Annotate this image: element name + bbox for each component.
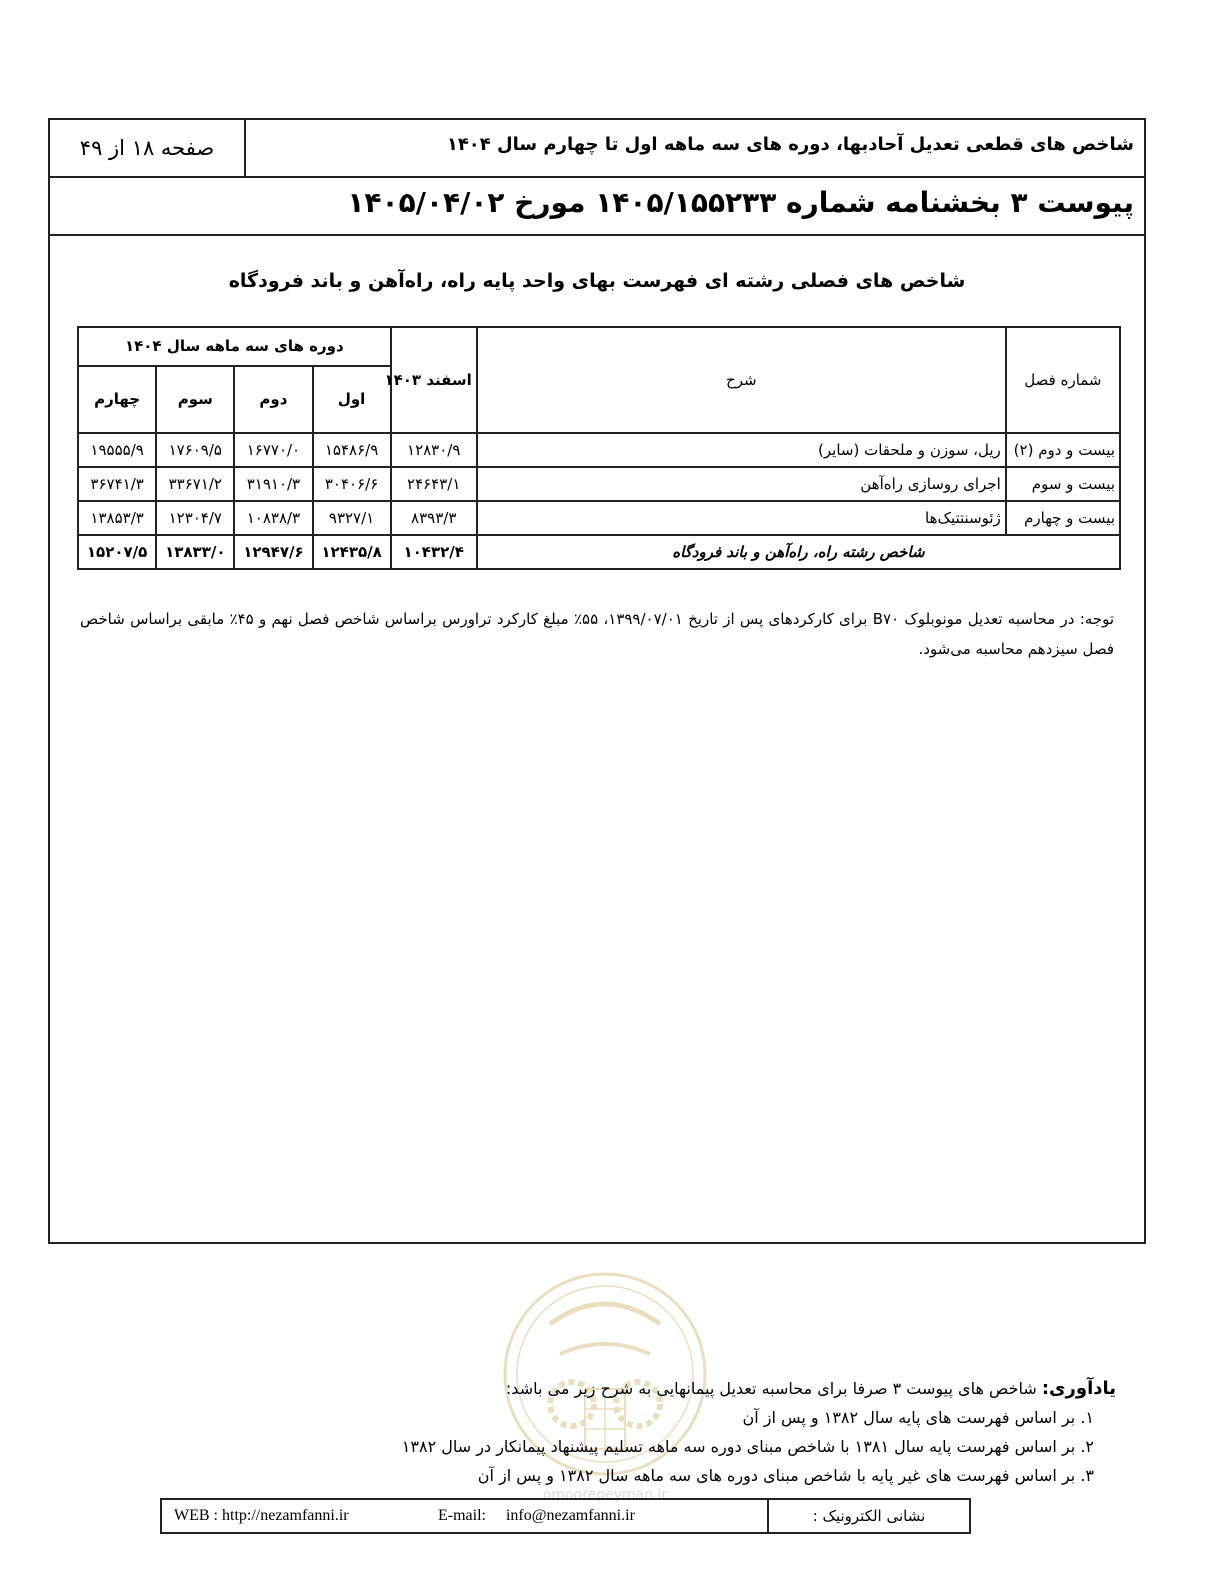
- reminder-item: ۱. بر اساس فهرست های پایه سال ۱۳۸۲ و پس از آن: [742, 1408, 1094, 1427]
- header-esfand: اسفند ۱۴۰۳: [391, 327, 477, 433]
- header-q1: اول: [313, 366, 391, 433]
- cell-chapter: بیست و سوم: [1006, 467, 1120, 501]
- cell-description: ریل، سوزن و ملحقات (سایر): [477, 433, 1006, 467]
- footer-box: [160, 1498, 971, 1534]
- cell-q1: ۳۰۴۰۶/۶: [313, 467, 391, 501]
- cell-q4: ۱۳۸۵۳/۳: [78, 501, 156, 535]
- reminder-item: ۳. بر اساس فهرست های غیر پایه با شاخص مبنای دوره های سه ماهه سال ۱۳۸۲ و پس از آن: [477, 1466, 1094, 1485]
- table-total-row: [78, 535, 1120, 569]
- note-text: توجه: در محاسبه تعدیل مونوبلوک B۷۰ برای کارکردهای پس از تاریخ ۱۳۹۹/۰۷/۰۱، ۵۵٪ مبلغ کارکرد تراورس براساس شاخص فصل نهم و ۴۵٪ مابقی براساس شاخص فصل سیزدهم محاسبه می‌شود.: [80, 610, 1114, 658]
- cell-total-esfand: ۱۰۴۳۲/۴: [391, 535, 477, 569]
- header-chapter: شماره فصل: [1006, 327, 1120, 433]
- cell-chapter: بیست و چهارم: [1006, 501, 1120, 535]
- cell-esfand: ۱۲۸۳۰/۹: [391, 433, 477, 467]
- table-row: [78, 467, 1120, 501]
- footer-web-link[interactable]: WEB : http://nezamfanni.ir: [174, 1507, 349, 1524]
- table-row: [78, 433, 1120, 467]
- reminder-block: [402, 1374, 1116, 1490]
- footer-email-link[interactable]: E-mail: info@nezamfanni.ir: [438, 1507, 635, 1524]
- cell-q3: ۳۳۶۷۱/۲: [156, 467, 234, 501]
- reminder-lead: یادآوری:: [1041, 1378, 1116, 1399]
- document-title: شاخص های قطعی تعدیل آحادبها، دوره های سه ماهه اول تا چهارم سال ۱۴۰۴: [446, 134, 1134, 155]
- section-title: شاخص های فصلی رشته ای فهرست بهای واحد پایه راه، راه‌آهن و باند فرودگاه: [228, 270, 966, 292]
- header-description: شرح: [477, 327, 1006, 433]
- page-number: صفحه ۱۸ از ۴۹: [50, 120, 246, 176]
- cell-total-q1: ۱۲۴۳۵/۸: [313, 535, 391, 569]
- annex-title: پیوست ۳ بخشنامه شماره ۱۴۰۵/۱۵۵۲۳۳ مورخ ۱۴۰۵/۰۴/۰۲: [347, 186, 1134, 219]
- table-row: [78, 501, 1120, 535]
- cell-q2: ۱۰۸۳۸/۳: [234, 501, 312, 535]
- index-table: [77, 326, 1121, 570]
- reminder-heading: [402, 1374, 1116, 1403]
- reminder-item: ۲. بر اساس فهرست پایه سال ۱۳۸۱ با شاخص مبنای دوره سه ماهه تسلیم پیشنهاد پیمانکار در سال ۱۳۸۲: [401, 1437, 1094, 1456]
- header-row: [50, 120, 1144, 178]
- header-period-group: دوره های سه ماهه سال ۱۴۰۴: [78, 327, 391, 366]
- header-q3: سوم: [156, 366, 234, 433]
- cell-description: ژئوسنتتیک‌ها: [477, 501, 1006, 535]
- cell-total-q2: ۱۲۹۴۷/۶: [234, 535, 312, 569]
- cell-q2: ۳۱۹۱۰/۳: [234, 467, 312, 501]
- cell-q1: ۹۳۲۷/۱: [313, 501, 391, 535]
- cell-description: اجرای روسازی راه‌آهن: [477, 467, 1006, 501]
- cell-q3: ۱۷۶۰۹/۵: [156, 433, 234, 467]
- cell-q2: ۱۶۷۷۰/۰: [234, 433, 312, 467]
- cell-chapter: بیست و دوم (۲): [1006, 433, 1120, 467]
- cell-total-description: شاخص رشته راه، راه‌آهن و باند فرودگاه: [477, 535, 1120, 569]
- header-q2: دوم: [234, 366, 312, 433]
- cell-q4: ۱۹۵۵۵/۹: [78, 433, 156, 467]
- cell-q4: ۳۶۷۴۱/۳: [78, 467, 156, 501]
- cell-q3: ۱۲۳۰۴/۷: [156, 501, 234, 535]
- cell-total-q3: ۱۳۸۳۳/۰: [156, 535, 234, 569]
- reminder-text: شاخص های پیوست ۳ صرفا برای محاسبه تعدیل پیمانهایی به شرح زیر می باشد:: [505, 1379, 1037, 1398]
- footer-label: نشانی الکترونیک :: [767, 1500, 969, 1532]
- cell-esfand: ۲۴۶۴۳/۱: [391, 467, 477, 501]
- cell-q1: ۱۵۴۸۶/۹: [313, 433, 391, 467]
- watermark-text: omoorepeyman.ir: [542, 1487, 668, 1503]
- header-q4: چهارم: [78, 366, 156, 433]
- cell-esfand: ۸۳۹۳/۳: [391, 501, 477, 535]
- document-frame: [48, 118, 1146, 1244]
- cell-total-q4: ۱۵۲۰۷/۵: [78, 535, 156, 569]
- annex-row: [50, 178, 1144, 236]
